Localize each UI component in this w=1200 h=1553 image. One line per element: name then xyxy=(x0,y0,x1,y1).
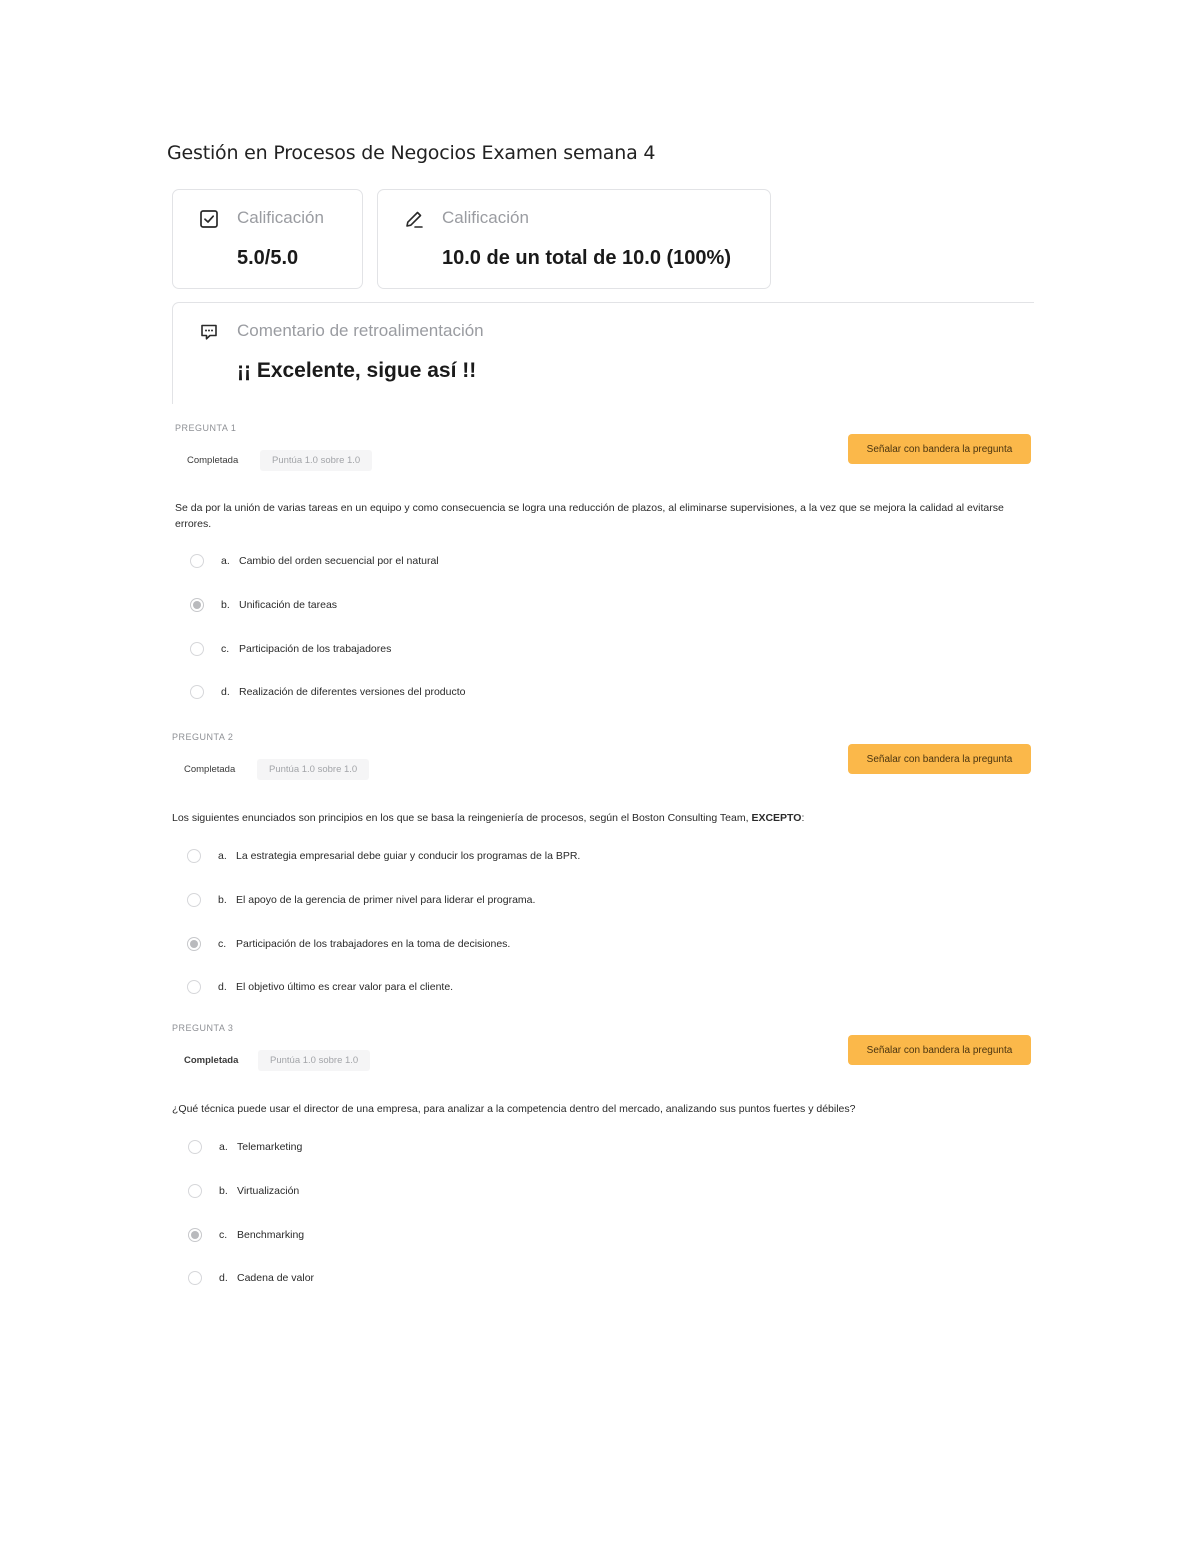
option-text: El objetivo último es crear valor para el cliente. xyxy=(236,981,454,993)
question-3-option-a[interactable] xyxy=(188,1138,302,1156)
grade-value: 5.0/5.0 xyxy=(237,247,299,269)
feedback-value: ¡¡ Excelente, sigue así !! xyxy=(237,359,477,382)
option-text: Telemarketing xyxy=(237,1141,303,1153)
question-2-flag-button[interactable]: Señalar con bandera la pregunta xyxy=(848,744,1031,774)
question-2-label: PREGUNTA 2 xyxy=(172,732,234,742)
document-title: Gestión en Procesos de Negocios Examen semana 4 xyxy=(167,142,656,164)
question-1-option-d[interactable] xyxy=(190,683,465,701)
radio-button[interactable] xyxy=(188,1271,202,1285)
option-letter: d. xyxy=(219,1272,228,1284)
radio-button-selected[interactable] xyxy=(188,1228,202,1242)
pencil-icon xyxy=(404,209,424,229)
option-letter: d. xyxy=(221,686,230,698)
radio-button-selected[interactable] xyxy=(187,937,201,951)
question-3-option-c[interactable] xyxy=(188,1226,304,1244)
question-2-option-b[interactable] xyxy=(187,891,535,909)
question-2-option-d[interactable] xyxy=(187,978,453,996)
option-letter: a. xyxy=(219,1141,228,1153)
question-1-status-badge: Completada xyxy=(187,455,239,466)
score-card xyxy=(377,189,771,289)
question-3-option-b[interactable] xyxy=(188,1182,299,1200)
radio-button[interactable] xyxy=(187,980,201,994)
option-text: Unificación de tareas xyxy=(239,599,338,611)
question-2-status-badge: Completada xyxy=(184,764,236,775)
radio-button[interactable] xyxy=(187,893,201,907)
radio-button[interactable] xyxy=(188,1184,202,1198)
option-text: Virtualización xyxy=(237,1185,300,1197)
question-2-text-emphasis: EXCEPTO xyxy=(751,812,802,824)
option-text: Benchmarking xyxy=(237,1229,305,1241)
question-2-score-badge: Puntúa 1.0 sobre 1.0 xyxy=(257,759,369,780)
radio-button[interactable] xyxy=(190,642,204,656)
radio-button[interactable] xyxy=(187,849,201,863)
grade-card xyxy=(172,189,363,289)
option-text: Realización de diferentes versiones del producto xyxy=(239,686,466,698)
option-letter: b. xyxy=(218,894,227,906)
question-1-score-badge: Puntúa 1.0 sobre 1.0 xyxy=(260,450,372,471)
grade-label: Calificación xyxy=(237,208,324,227)
question-2-option-a[interactable] xyxy=(187,847,580,865)
option-letter: b. xyxy=(221,599,230,611)
option-text: Participación de los trabajadores xyxy=(239,643,392,655)
question-3-label: PREGUNTA 3 xyxy=(172,1023,234,1033)
question-3-status-badge: Completada xyxy=(184,1055,239,1066)
question-3-option-d[interactable] xyxy=(188,1269,314,1287)
option-letter: b. xyxy=(219,1185,228,1197)
question-2-text-end: : xyxy=(801,812,805,824)
option-letter: d. xyxy=(218,981,227,993)
feedback-label: Comentario de retroalimentación xyxy=(237,321,484,340)
radio-button[interactable] xyxy=(188,1140,202,1154)
question-3-text: ¿Qué técnica puede usar el director de una empresa, para analizar a la competencia dentro del mercado, analizando sus puntos fuertes y débiles? xyxy=(172,1103,856,1115)
option-text: Cambio del orden secuencial por el natural xyxy=(239,555,439,567)
option-text: Participación de los trabajadores en la toma de decisiones. xyxy=(236,938,511,950)
question-1-option-b[interactable] xyxy=(190,596,337,614)
question-1-flag-button[interactable]: Señalar con bandera la pregunta xyxy=(848,434,1031,464)
option-letter: c. xyxy=(221,643,230,655)
option-letter: a. xyxy=(221,555,230,567)
feedback-card xyxy=(172,302,1034,404)
question-1-label: PREGUNTA 1 xyxy=(175,423,237,433)
option-text: El apoyo de la gerencia de primer nivel para liderar el programa. xyxy=(236,894,536,906)
option-letter: c. xyxy=(218,938,227,950)
question-2-text-main: Los siguientes enunciados son principios en los que se basa la reingeniería de procesos, según el Boston Consulting Team, xyxy=(172,812,752,824)
checkbox-icon xyxy=(199,209,219,229)
question-3-score-badge: Puntúa 1.0 sobre 1.0 xyxy=(258,1050,370,1071)
radio-button[interactable] xyxy=(190,554,204,568)
question-1-text: Se da por la unión de varias tareas en un equipo y como consecuencia se logra una reducción de plazos, al eliminarse supervisiones, a la vez que se mejora la calidad al evitarse errores. xyxy=(175,502,1004,530)
option-text: Cadena de valor xyxy=(237,1272,315,1284)
comment-icon xyxy=(199,322,219,342)
radio-button-selected[interactable] xyxy=(190,598,204,612)
option-letter: c. xyxy=(219,1229,228,1241)
score-value: 10.0 de un total de 10.0 (100%) xyxy=(442,247,731,269)
question-2-text xyxy=(172,810,1032,826)
radio-button[interactable] xyxy=(190,685,204,699)
question-2-option-c[interactable] xyxy=(187,935,510,953)
score-label: Calificación xyxy=(442,208,529,227)
question-3-flag-button[interactable]: Señalar con bandera la pregunta xyxy=(848,1035,1031,1065)
question-1-option-c[interactable] xyxy=(190,640,391,658)
option-letter: a. xyxy=(218,850,227,862)
option-text: La estrategia empresarial debe guiar y conducir los programas de la BPR. xyxy=(236,850,581,862)
question-1-option-a[interactable] xyxy=(190,552,439,570)
